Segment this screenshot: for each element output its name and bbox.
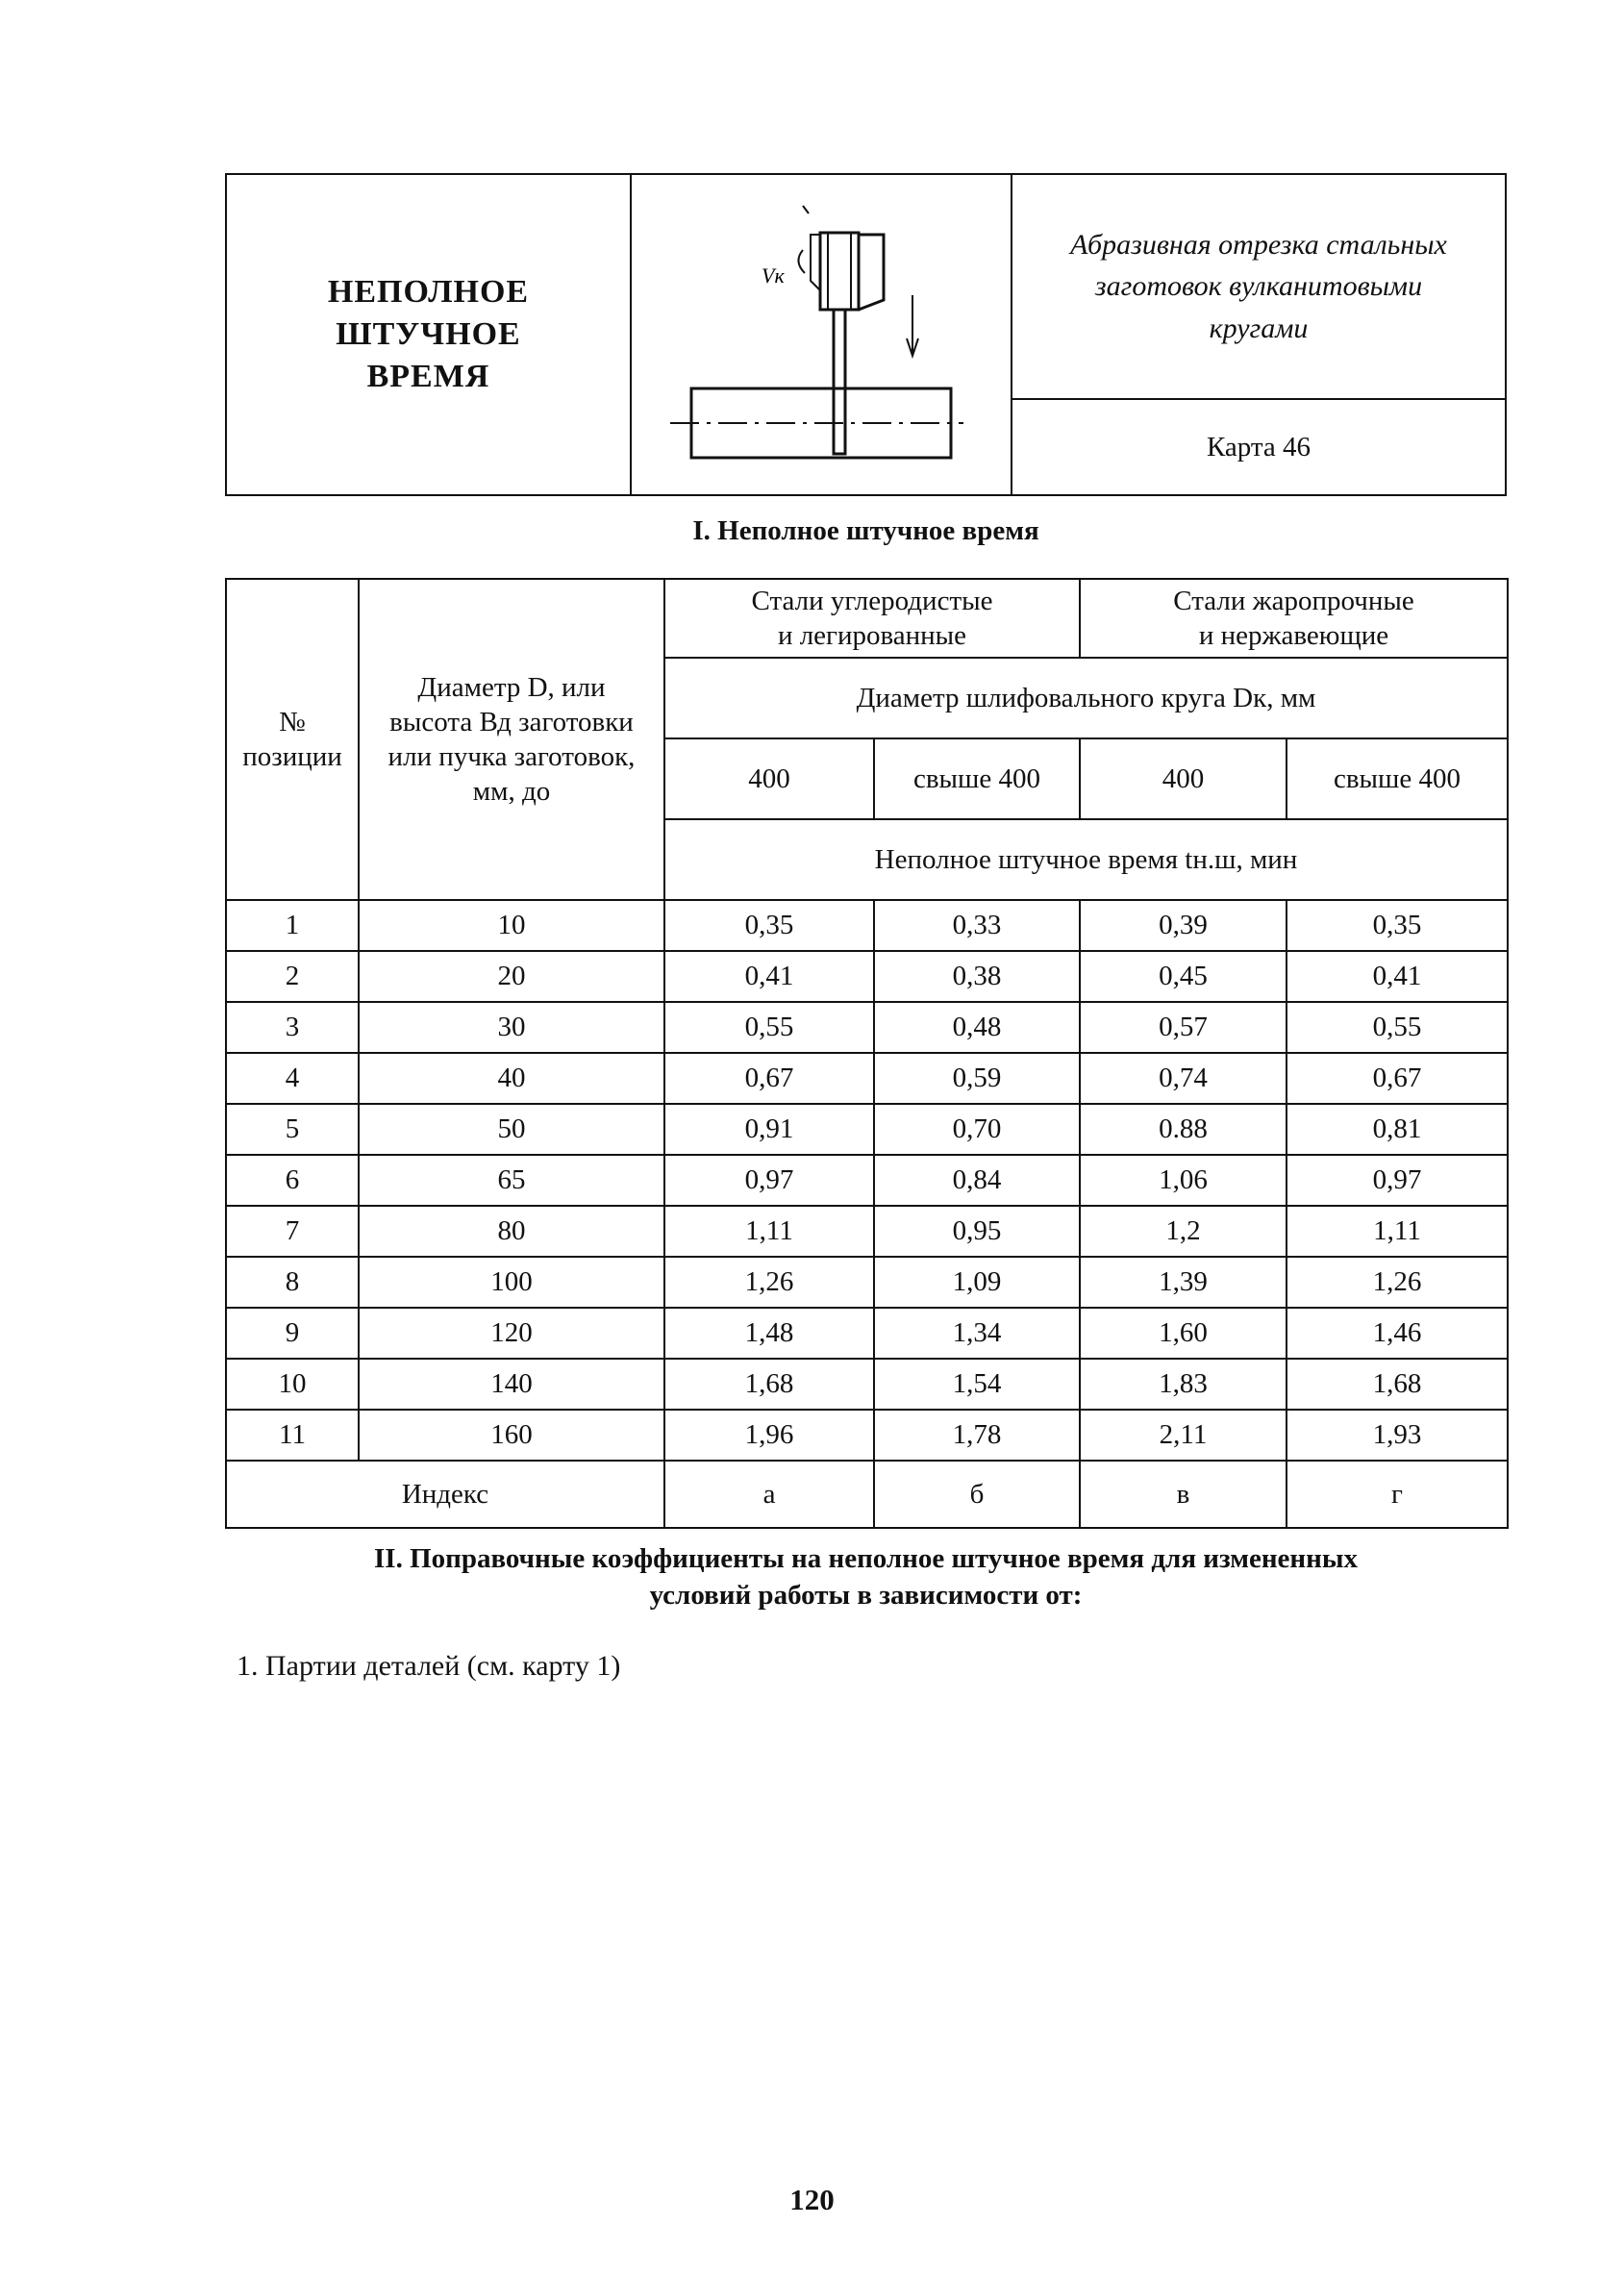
- description-line: заготовок вулканитовыми: [1094, 270, 1423, 303]
- time-value-cell: 0,59: [874, 1053, 1080, 1104]
- position-cell: 3: [226, 1002, 359, 1053]
- wheel-holder: [820, 233, 859, 310]
- diameter-cell: 10: [359, 900, 664, 951]
- table-row: [226, 951, 1508, 1002]
- time-value-cell: 0,55: [664, 1002, 874, 1053]
- description-line: кругами: [1209, 312, 1309, 344]
- time-value-cell: 1,48: [664, 1308, 874, 1359]
- time-value-cell: 1,96: [664, 1410, 874, 1461]
- description-line: Абразивная отрезка стальных: [1070, 228, 1447, 261]
- table-row: [226, 1002, 1508, 1053]
- position-cell: 4: [226, 1053, 359, 1104]
- table-row: [226, 1359, 1508, 1410]
- diameter-cell: 65: [359, 1155, 664, 1206]
- position-cell: 7: [226, 1206, 359, 1257]
- header-title-line: ШТУЧНОЕ: [336, 315, 521, 352]
- header-line: №: [279, 706, 306, 738]
- header-title-line: НЕПОЛНОЕ: [327, 273, 530, 310]
- section-2-title-line: II. Поправочные коэффициенты на неполное штучное время для измененных: [374, 1543, 1358, 1574]
- time-value-cell: 1,2: [1080, 1206, 1287, 1257]
- section-2-title: [225, 1541, 1507, 1613]
- time-value-cell: 0,74: [1080, 1053, 1287, 1104]
- time-value-cell: 1,54: [874, 1359, 1080, 1410]
- time-value-cell: 0,95: [874, 1206, 1080, 1257]
- time-value-cell: 1,06: [1080, 1155, 1287, 1206]
- diameter-cell: 50: [359, 1104, 664, 1155]
- time-value-cell: 0,91: [664, 1104, 874, 1155]
- position-cell: 6: [226, 1155, 359, 1206]
- position-cell: 2: [226, 951, 359, 1002]
- diameter-cell: 30: [359, 1002, 664, 1053]
- time-value-cell: 0,81: [1287, 1104, 1508, 1155]
- subcol-header: свыше 400: [1287, 738, 1508, 819]
- header-line: позиции: [242, 741, 342, 772]
- velocity-label: Vк: [762, 263, 785, 288]
- time-value-cell: 0,97: [1287, 1155, 1508, 1206]
- diameter-cell: 80: [359, 1206, 664, 1257]
- time-value-cell: 1,78: [874, 1410, 1080, 1461]
- header-line: и легированные: [777, 620, 967, 651]
- header-info: [1012, 175, 1505, 494]
- section-2-title-line: условий работы в зависимости от:: [649, 1579, 1083, 1611]
- table-row: [226, 1053, 1508, 1104]
- time-value-cell: 1,34: [874, 1308, 1080, 1359]
- diameter-cell: 20: [359, 951, 664, 1002]
- table-row: [226, 1104, 1508, 1155]
- subcol-header: 400: [1080, 738, 1287, 819]
- time-value-cell: 1,46: [1287, 1308, 1508, 1359]
- position-cell: 8: [226, 1257, 359, 1308]
- diameter-cell: 120: [359, 1308, 664, 1359]
- table-row: [226, 1206, 1508, 1257]
- time-value-cell: 0,41: [664, 951, 874, 1002]
- time-value-cell: 0,67: [1287, 1053, 1508, 1104]
- position-cell: 10: [226, 1359, 359, 1410]
- diameter-header: [359, 579, 664, 900]
- cutting-wheel: [834, 310, 845, 454]
- time-value-cell: 0,33: [874, 900, 1080, 951]
- time-value-cell: 0,67: [664, 1053, 874, 1104]
- index-cell: г: [1287, 1461, 1508, 1528]
- time-value-cell: 1,26: [664, 1257, 874, 1308]
- cutting-diagram-cell: [632, 175, 1012, 494]
- time-value-cell: 1,26: [1287, 1257, 1508, 1308]
- position-header: [226, 579, 359, 900]
- header-line: Стали жаропрочные: [1173, 585, 1414, 616]
- cutting-diagram: [632, 175, 1009, 494]
- header-title-line: ВРЕМЯ: [366, 359, 490, 395]
- time-value-cell: 0,45: [1080, 951, 1287, 1002]
- position-cell: 1: [226, 900, 359, 951]
- card-header: [225, 173, 1507, 496]
- position-cell: 9: [226, 1308, 359, 1359]
- time-value-cell: 0,39: [1080, 900, 1287, 951]
- header-line: Диаметр D, или: [417, 671, 606, 703]
- header-title: [328, 271, 529, 399]
- table-row: [226, 1410, 1508, 1461]
- time-value-cell: 1,11: [664, 1206, 874, 1257]
- time-value-cell: 1,68: [1287, 1359, 1508, 1410]
- diameter-cell: 40: [359, 1053, 664, 1104]
- card-number: Карта 46: [1206, 431, 1312, 462]
- index-row: [226, 1461, 1508, 1528]
- wheel-diameter-header: Диаметр шлифовального круга Dк, мм: [664, 658, 1508, 738]
- index-cell: б: [874, 1461, 1080, 1528]
- time-value-cell: 0.88: [1080, 1104, 1287, 1155]
- position-cell: 11: [226, 1410, 359, 1461]
- time-label-header: Неполное штучное время tн.ш, мин: [664, 819, 1508, 900]
- section-1-title: I. Неполное штучное время: [692, 515, 1039, 546]
- position-cell: 5: [226, 1104, 359, 1155]
- table-row: [226, 1308, 1508, 1359]
- index-cell: а: [664, 1461, 874, 1528]
- subcol-header: 400: [664, 738, 874, 819]
- table-row: [226, 1257, 1508, 1308]
- time-value-cell: 1,83: [1080, 1359, 1287, 1410]
- header-line: и нержавеющие: [1198, 620, 1389, 651]
- header-line: Стали углеродистые: [751, 585, 993, 616]
- time-value-cell: 0,38: [874, 951, 1080, 1002]
- diameter-cell: 160: [359, 1410, 664, 1461]
- time-value-cell: 0,41: [1287, 951, 1508, 1002]
- subcol-header: свыше 400: [874, 738, 1080, 819]
- header-line: мм, до: [472, 776, 551, 808]
- time-value-cell: 1,09: [874, 1257, 1080, 1308]
- time-value-cell: 1,39: [1080, 1257, 1287, 1308]
- time-value-cell: 1,93: [1287, 1410, 1508, 1461]
- time-value-cell: 0,57: [1080, 1002, 1287, 1053]
- time-value-cell: 0,35: [664, 900, 874, 951]
- diameter-cell: 100: [359, 1257, 664, 1308]
- item-1: 1. Партии деталей (см. карту 1): [237, 1650, 621, 1682]
- diameter-cell: 140: [359, 1359, 664, 1410]
- operation-description: [1012, 175, 1505, 400]
- table-row: [226, 900, 1508, 951]
- header-line: высота Вд заготовки: [389, 706, 634, 738]
- time-value-cell: 0,97: [664, 1155, 874, 1206]
- time-table: [225, 578, 1509, 1529]
- index-label: Индекс: [226, 1461, 664, 1528]
- time-value-cell: 1,60: [1080, 1308, 1287, 1359]
- time-value-cell: 1,11: [1287, 1206, 1508, 1257]
- time-value-cell: 1,68: [664, 1359, 874, 1410]
- index-cell: в: [1080, 1461, 1287, 1528]
- group-carbon-steel: [664, 579, 1080, 658]
- header-line: или пучка заготовок,: [387, 741, 636, 772]
- group-heat-resistant-steel: [1080, 579, 1508, 658]
- header-title-cell: [227, 175, 632, 494]
- time-value-cell: 2,11: [1080, 1410, 1287, 1461]
- time-value-cell: 0,48: [874, 1002, 1080, 1053]
- table-row: [226, 1155, 1508, 1206]
- time-value-cell: 0,55: [1287, 1002, 1508, 1053]
- time-value-cell: 0,84: [874, 1155, 1080, 1206]
- time-value-cell: 0,70: [874, 1104, 1080, 1155]
- page-number: 120: [789, 2183, 835, 2216]
- time-value-cell: 0,35: [1287, 900, 1508, 951]
